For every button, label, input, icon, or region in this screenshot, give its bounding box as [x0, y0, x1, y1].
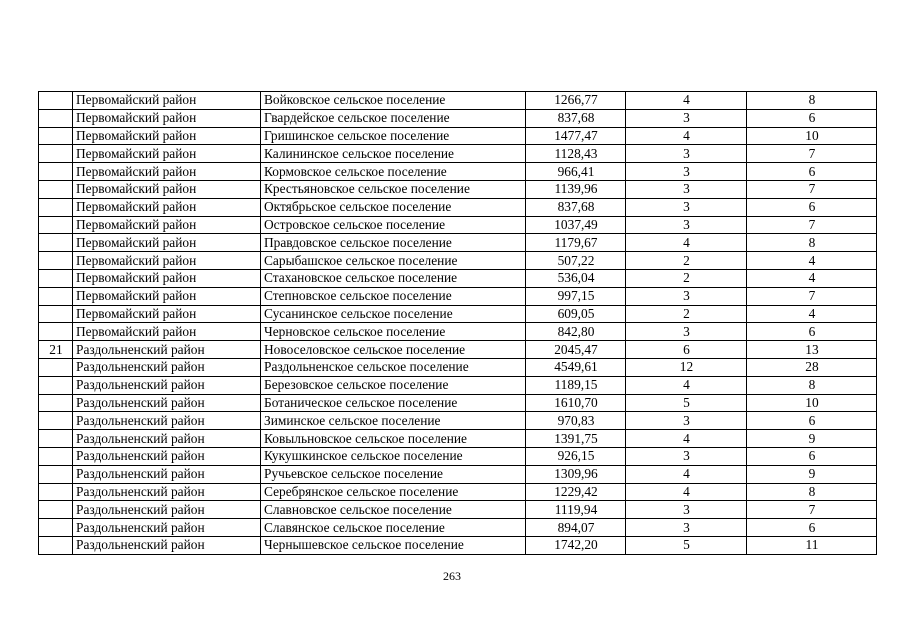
row-number-cell — [39, 412, 73, 430]
area-cell: 970,83 — [526, 412, 626, 430]
row-number-cell — [39, 305, 73, 323]
value-b-cell: 9 — [747, 430, 877, 448]
row-number-cell — [39, 465, 73, 483]
value-b-cell: 10 — [747, 127, 877, 145]
district-cell: Раздольненский район — [73, 376, 261, 394]
row-number-cell — [39, 501, 73, 519]
district-cell: Раздольненский район — [73, 430, 261, 448]
area-cell: 2045,47 — [526, 341, 626, 359]
settlement-cell: Ботаническое сельское поселение — [261, 394, 526, 412]
settlement-cell: Чернышевское сельское поселение — [261, 536, 526, 554]
district-cell: Раздольненский район — [73, 536, 261, 554]
value-a-cell: 5 — [626, 536, 747, 554]
table-row — [39, 163, 877, 181]
table-row — [39, 376, 877, 394]
value-a-cell: 4 — [626, 92, 747, 110]
table-row — [39, 234, 877, 252]
value-b-cell: 6 — [747, 412, 877, 430]
settlement-cell: Ковыльновское сельское поселение — [261, 430, 526, 448]
district-cell: Первомайский район — [73, 216, 261, 234]
area-cell: 1119,94 — [526, 501, 626, 519]
district-cell: Первомайский район — [73, 92, 261, 110]
value-b-cell: 7 — [747, 287, 877, 305]
district-cell: Раздольненский район — [73, 483, 261, 501]
settlement-cell: Серебрянское сельское поселение — [261, 483, 526, 501]
value-a-cell: 3 — [626, 198, 747, 216]
page-number: 263 — [443, 569, 461, 583]
district-cell: Первомайский район — [73, 145, 261, 163]
table-row — [39, 180, 877, 198]
table-row — [39, 430, 877, 448]
value-a-cell: 2 — [626, 305, 747, 323]
area-cell: 1229,42 — [526, 483, 626, 501]
value-a-cell: 3 — [626, 163, 747, 181]
table-row — [39, 198, 877, 216]
area-cell: 609,05 — [526, 305, 626, 323]
value-a-cell: 3 — [626, 519, 747, 537]
value-b-cell: 6 — [747, 323, 877, 341]
value-a-cell: 4 — [626, 234, 747, 252]
value-a-cell: 3 — [626, 216, 747, 234]
row-number-cell — [39, 145, 73, 163]
settlement-cell: Калининское сельское поселение — [261, 145, 526, 163]
table-row — [39, 394, 877, 412]
district-cell: Раздольненский район — [73, 394, 261, 412]
value-a-cell: 3 — [626, 287, 747, 305]
value-a-cell: 3 — [626, 412, 747, 430]
row-number-cell — [39, 234, 73, 252]
value-b-cell: 6 — [747, 109, 877, 127]
value-a-cell: 3 — [626, 447, 747, 465]
value-b-cell: 28 — [747, 358, 877, 376]
district-cell: Первомайский район — [73, 109, 261, 127]
value-a-cell: 2 — [626, 252, 747, 270]
area-cell: 1266,77 — [526, 92, 626, 110]
row-number-cell — [39, 376, 73, 394]
value-b-cell: 6 — [747, 447, 877, 465]
table-row — [39, 305, 877, 323]
value-a-cell: 4 — [626, 430, 747, 448]
settlement-cell: Гвардейское сельское поселение — [261, 109, 526, 127]
district-cell: Раздольненский район — [73, 447, 261, 465]
row-number-cell — [39, 519, 73, 537]
value-a-cell: 5 — [626, 394, 747, 412]
value-b-cell: 7 — [747, 501, 877, 519]
settlement-cell: Славянское сельское поселение — [261, 519, 526, 537]
settlement-cell: Правдовское сельское поселение — [261, 234, 526, 252]
value-b-cell: 7 — [747, 216, 877, 234]
district-cell: Первомайский район — [73, 198, 261, 216]
value-b-cell: 13 — [747, 341, 877, 359]
value-b-cell: 7 — [747, 180, 877, 198]
area-cell: 894,07 — [526, 519, 626, 537]
value-b-cell: 4 — [747, 305, 877, 323]
area-cell: 1128,43 — [526, 145, 626, 163]
area-cell: 837,68 — [526, 109, 626, 127]
area-cell: 926,15 — [526, 447, 626, 465]
area-cell: 1610,70 — [526, 394, 626, 412]
settlements-table — [38, 91, 877, 555]
settlement-cell: Сарыбашское сельское поселение — [261, 252, 526, 270]
value-a-cell: 3 — [626, 145, 747, 163]
district-cell: Первомайский район — [73, 180, 261, 198]
table-row — [39, 412, 877, 430]
settlement-cell: Славновское сельское поселение — [261, 501, 526, 519]
value-a-cell: 4 — [626, 465, 747, 483]
value-b-cell: 8 — [747, 234, 877, 252]
district-cell: Первомайский район — [73, 163, 261, 181]
value-a-cell: 3 — [626, 501, 747, 519]
settlement-cell: Кормовское сельское поселение — [261, 163, 526, 181]
area-cell: 842,80 — [526, 323, 626, 341]
row-number-cell: 21 — [39, 341, 73, 359]
district-cell: Раздольненский район — [73, 412, 261, 430]
value-b-cell: 6 — [747, 519, 877, 537]
value-b-cell: 4 — [747, 252, 877, 270]
area-cell: 1477,47 — [526, 127, 626, 145]
table-row — [39, 519, 877, 537]
table-row — [39, 216, 877, 234]
settlement-cell: Октябрьское сельское поселение — [261, 198, 526, 216]
row-number-cell — [39, 127, 73, 145]
settlement-cell: Войковское сельское поселение — [261, 92, 526, 110]
value-a-cell: 12 — [626, 358, 747, 376]
table-row — [39, 252, 877, 270]
settlement-cell: Раздольненское сельское поселение — [261, 358, 526, 376]
settlement-cell: Крестьяновское сельское поселение — [261, 180, 526, 198]
table-body — [39, 92, 877, 555]
settlement-cell: Зиминское сельское поселение — [261, 412, 526, 430]
row-number-cell — [39, 109, 73, 127]
table-row — [39, 465, 877, 483]
settlement-cell: Степновское сельское поселение — [261, 287, 526, 305]
district-cell: Первомайский район — [73, 287, 261, 305]
value-b-cell: 6 — [747, 163, 877, 181]
row-number-cell — [39, 269, 73, 287]
row-number-cell — [39, 163, 73, 181]
table-row — [39, 358, 877, 376]
settlement-cell: Сусанинское сельское поселение — [261, 305, 526, 323]
value-b-cell: 8 — [747, 92, 877, 110]
row-number-cell — [39, 394, 73, 412]
settlement-cell: Ручьевское сельское поселение — [261, 465, 526, 483]
settlement-cell: Гришинское сельское поселение — [261, 127, 526, 145]
row-number-cell — [39, 483, 73, 501]
district-cell: Раздольненский район — [73, 358, 261, 376]
table-row — [39, 92, 877, 110]
value-b-cell: 9 — [747, 465, 877, 483]
table-row — [39, 483, 877, 501]
value-b-cell: 11 — [747, 536, 877, 554]
table-row — [39, 536, 877, 554]
area-cell: 1037,49 — [526, 216, 626, 234]
row-number-cell — [39, 92, 73, 110]
area-cell: 1189,15 — [526, 376, 626, 394]
district-cell: Первомайский район — [73, 127, 261, 145]
district-cell: Раздольненский район — [73, 519, 261, 537]
area-cell: 997,15 — [526, 287, 626, 305]
value-a-cell: 3 — [626, 180, 747, 198]
table-row — [39, 341, 877, 359]
area-cell: 4549,61 — [526, 358, 626, 376]
row-number-cell — [39, 216, 73, 234]
value-a-cell: 4 — [626, 376, 747, 394]
row-number-cell — [39, 198, 73, 216]
area-cell: 1742,20 — [526, 536, 626, 554]
table-row — [39, 109, 877, 127]
district-cell: Раздольненский район — [73, 341, 261, 359]
settlement-cell: Стахановское сельское поселение — [261, 269, 526, 287]
table-row — [39, 287, 877, 305]
area-cell: 1309,96 — [526, 465, 626, 483]
area-cell: 837,68 — [526, 198, 626, 216]
value-a-cell: 4 — [626, 483, 747, 501]
settlement-cell: Березовское сельское поселение — [261, 376, 526, 394]
table-row — [39, 145, 877, 163]
row-number-cell — [39, 430, 73, 448]
table-row — [39, 127, 877, 145]
row-number-cell — [39, 287, 73, 305]
value-b-cell: 8 — [747, 376, 877, 394]
district-cell: Первомайский район — [73, 234, 261, 252]
area-cell: 507,22 — [526, 252, 626, 270]
area-cell: 1391,75 — [526, 430, 626, 448]
area-cell: 536,04 — [526, 269, 626, 287]
value-a-cell: 2 — [626, 269, 747, 287]
row-number-cell — [39, 180, 73, 198]
settlement-cell: Новоселовское сельское поселение — [261, 341, 526, 359]
table-row — [39, 501, 877, 519]
value-a-cell: 3 — [626, 323, 747, 341]
settlement-cell: Черновское сельское поселение — [261, 323, 526, 341]
district-cell: Раздольненский район — [73, 465, 261, 483]
row-number-cell — [39, 358, 73, 376]
area-cell: 1179,67 — [526, 234, 626, 252]
row-number-cell — [39, 447, 73, 465]
district-cell: Первомайский район — [73, 269, 261, 287]
value-b-cell: 8 — [747, 483, 877, 501]
settlement-cell: Островское сельское поселение — [261, 216, 526, 234]
value-b-cell: 4 — [747, 269, 877, 287]
value-b-cell: 10 — [747, 394, 877, 412]
row-number-cell — [39, 252, 73, 270]
district-cell: Первомайский район — [73, 305, 261, 323]
value-b-cell: 7 — [747, 145, 877, 163]
value-a-cell: 4 — [626, 127, 747, 145]
value-a-cell: 3 — [626, 109, 747, 127]
value-a-cell: 6 — [626, 341, 747, 359]
district-cell: Первомайский район — [73, 252, 261, 270]
table-row — [39, 323, 877, 341]
district-cell: Раздольненский район — [73, 501, 261, 519]
table-row — [39, 447, 877, 465]
settlement-cell: Кукушкинское сельское поселение — [261, 447, 526, 465]
area-cell: 966,41 — [526, 163, 626, 181]
table-row — [39, 269, 877, 287]
value-b-cell: 6 — [747, 198, 877, 216]
row-number-cell — [39, 323, 73, 341]
area-cell: 1139,96 — [526, 180, 626, 198]
row-number-cell — [39, 536, 73, 554]
district-cell: Первомайский район — [73, 323, 261, 341]
